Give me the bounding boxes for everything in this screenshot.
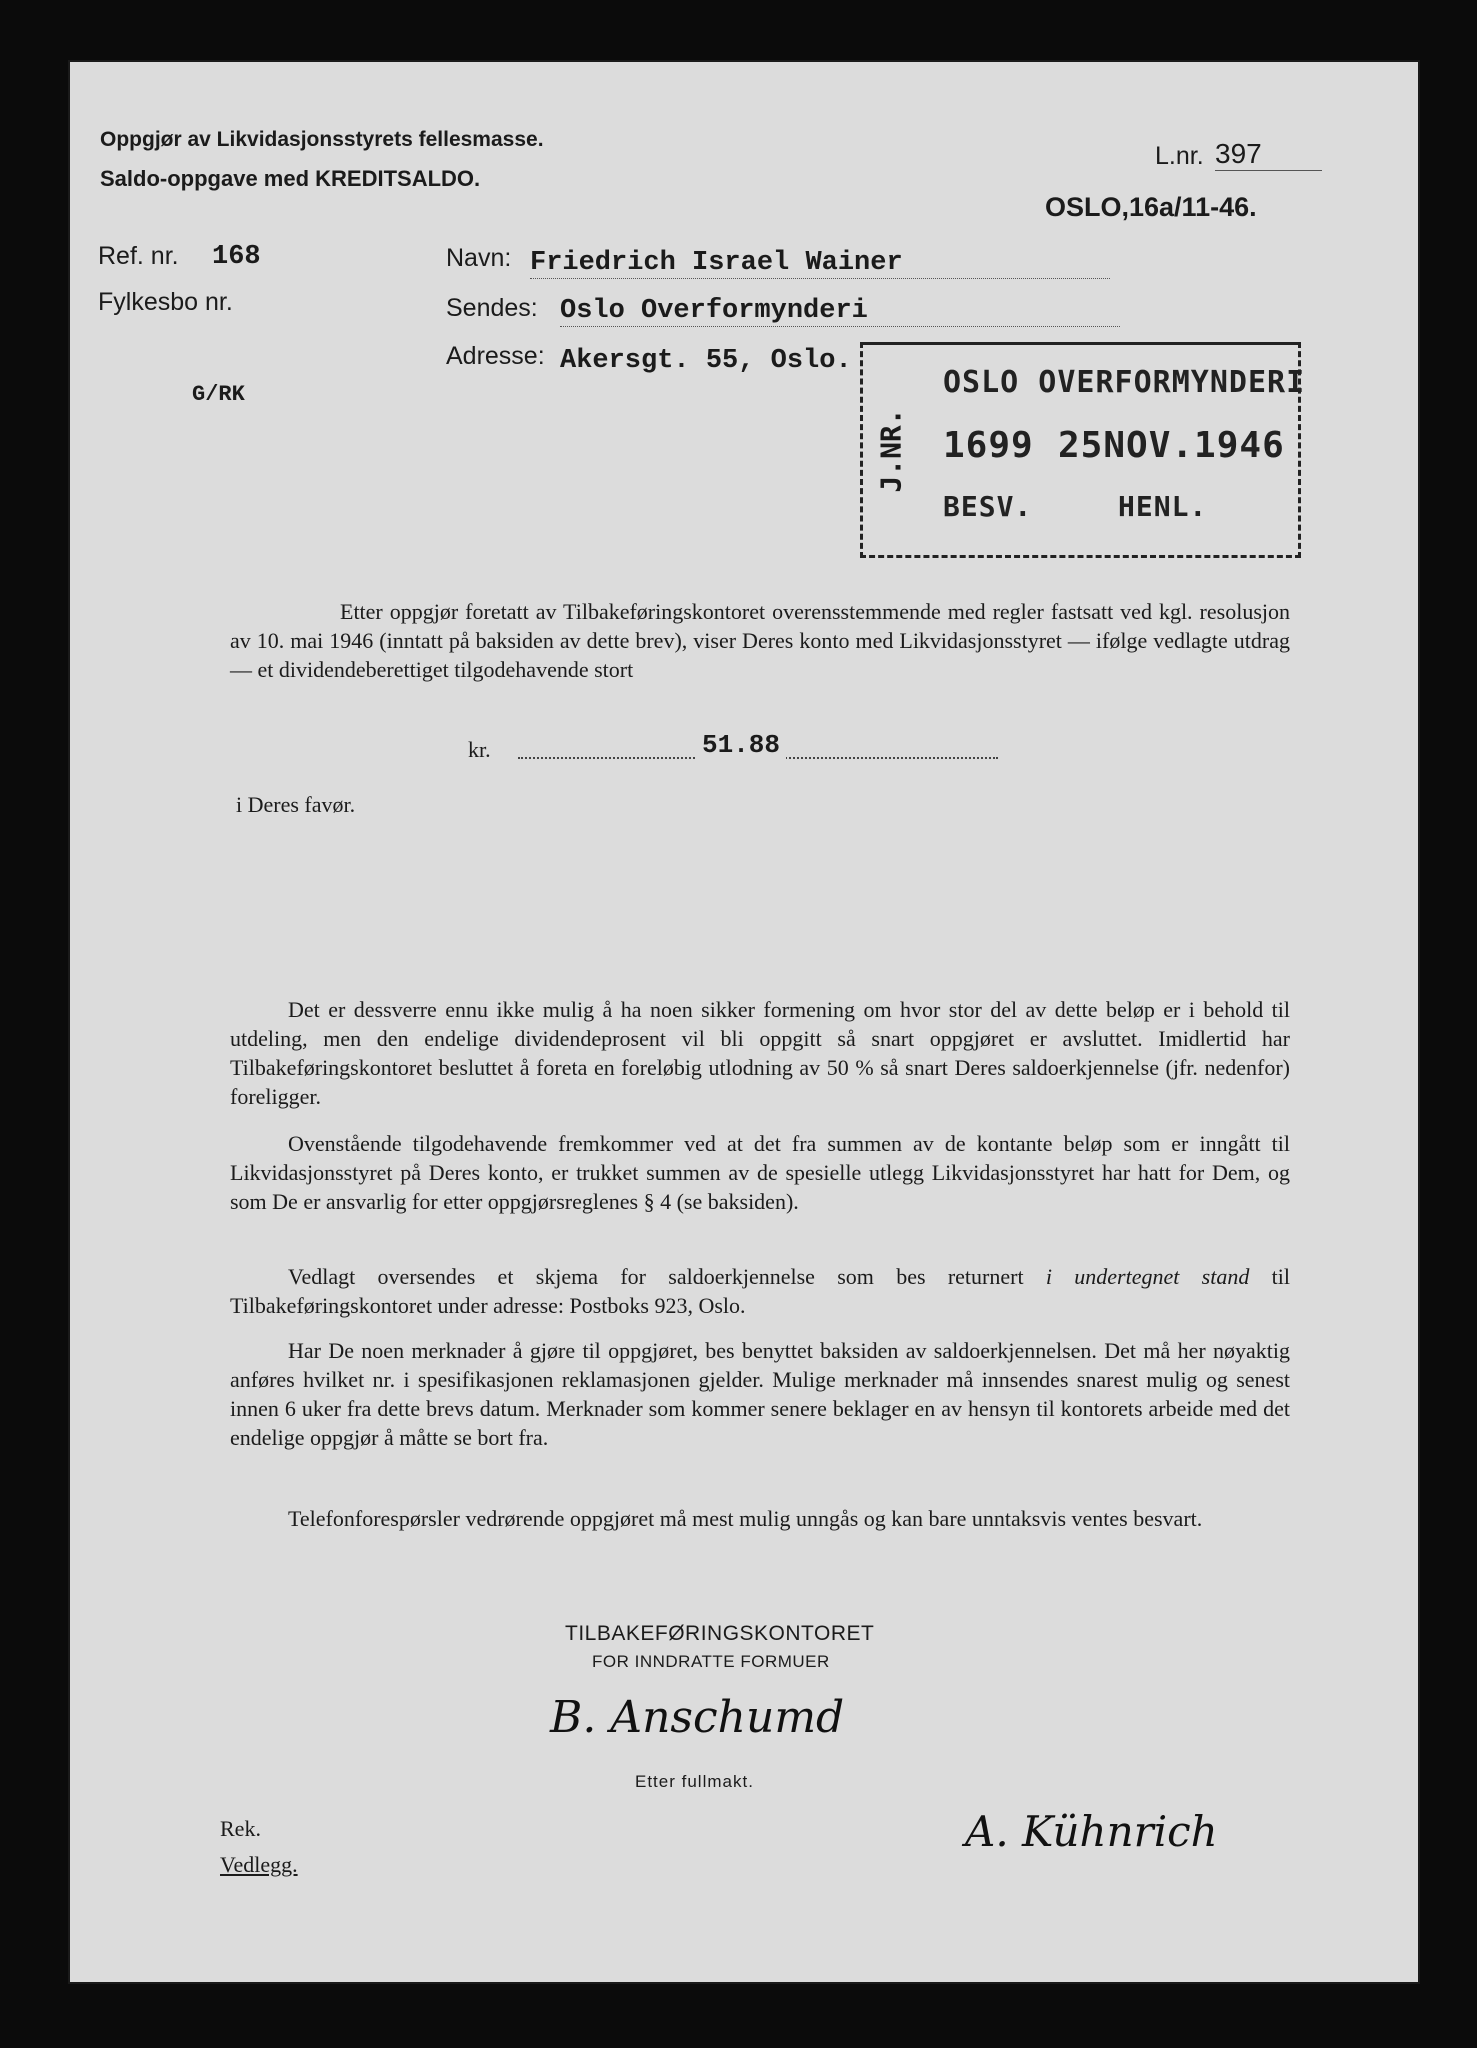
stamp-office: OSLO OVERFORMYNDERI [943,365,1306,400]
stamp-journal-number: 1699 [943,425,1034,466]
place-date: OSLO,16a/11-46. [1045,192,1257,222]
paragraph-4: Har De noen merknader å gjøre til oppgjøret, bes benyttet baksiden av saldoerkjennelsen. Det må her nøyaktig anføres hvilket nr. i spesifikasjonen reklamasjonen gjelder. Mulige merknader må innsendes snarest mulig og senest innen 6 uker fra dette brevs datum. Merknader som kommer senere beklager en av hensyn til kontorets arbeide med det endelige oppgjør å måtte se bort fra. [230,1338,1290,1450]
amount-value: 51.88 [696,730,786,760]
intro-paragraph: Etter oppgjør foretatt av Tilbakeføringskontoret overensstemmende med regler fastsatt ved kgl. resolusjon av 10. mai 1946 (inntatt på baksiden av dette brev), viser Deres konto med Likvidasjonsstyret — ifølge vedlagte utdrag — et dividendeberettiget tilgodehavende stort [230,599,1290,682]
signature-officer: A. Kühnrich [965,1807,1218,1856]
adresse-label: Adresse: [446,342,545,370]
stamp-henl: HENL. [1118,490,1208,523]
rek-label: Rek. [220,1816,261,1841]
stamp-besv: BESV. [943,490,1033,523]
fylkesbo-label: Fylkesbo nr. [98,288,233,316]
paragraph-2: Ovenstående tilgodehavende fremkommer ved at det fra summen av de kontante beløp som er inngått til Likvidasjonsstyret på Deres konto, er trukket summen av de spesielle utlegg Likvidasjonsstyret har hatt for Dem, og som De er ansvarlig for etter oppgjørsreglenes § 4 (se baksiden). [230,1131,1290,1214]
navn-value: Friedrich Israel Wainer [530,248,1110,279]
paragraph-1: Det er dessverre ennu ikke mulig å ha noen sikker formening om hvor stor del av dette beløp er i behold til utdeling, men den endelige dividendeprosent vil bli oppgitt så snart oppgjøret er avsluttet. Imidlertid har Tilbakeføringskontoret besluttet å foreta en foreløbig utlodning av 50 % så snart Deres saldoerkjennelse (jfr. nedenfor) foreligger. [230,997,1290,1109]
document-page [70,62,1418,1982]
vedlegg-label: Vedlegg. [220,1852,298,1877]
paragraph-3: Vedlagt oversendes et skjema for saldoerkjennelse som bes returnert i undertegnet stand til Tilbakeføringskontoret under adresse: Postboks 923, Oslo. [230,1264,1290,1318]
header-line-1: Oppgjør av Likvidasjonsstyrets fellesmasse. [100,128,544,151]
favor-text: i Deres favør. [236,792,356,817]
sendes-label: Sendes: [446,294,538,322]
paragraph-5: Telefonforespørsler vedrørende oppgjøret må mest mulig unngås og kan bare unntaksvis ventes besvart. [288,1506,1203,1531]
amount-label: kr. [468,737,491,762]
initials: G/RK [192,382,245,407]
office-line-2: FOR INNDRATTE FORMUER [592,1652,830,1671]
ref-value: 168 [212,242,261,272]
sendes-value: Oslo Overformynderi [560,296,1120,327]
signature-authority: B. Anschumd [550,1692,845,1743]
stamp-date: 25NOV.1946 [1058,425,1285,466]
stamp-side-label: J.NR. [874,407,908,493]
authority-text: Etter fullmakt. [635,1772,754,1791]
ref-label: Ref. nr. [98,242,179,270]
lnr-value: 397 [1215,138,1322,171]
office-line-1: TILBAKEFØRINGSKONTORET [565,1622,875,1645]
lnr-label: L.nr. [1155,142,1204,170]
header-line-2: Saldo-oppgave med KREDITSALDO. [100,166,481,191]
adresse-value: Akersgt. 55, Oslo. [560,346,852,376]
navn-label: Navn: [446,244,512,272]
journal-stamp [860,342,1306,558]
emphasis-signed: i undertegnet stand [1045,1264,1250,1289]
